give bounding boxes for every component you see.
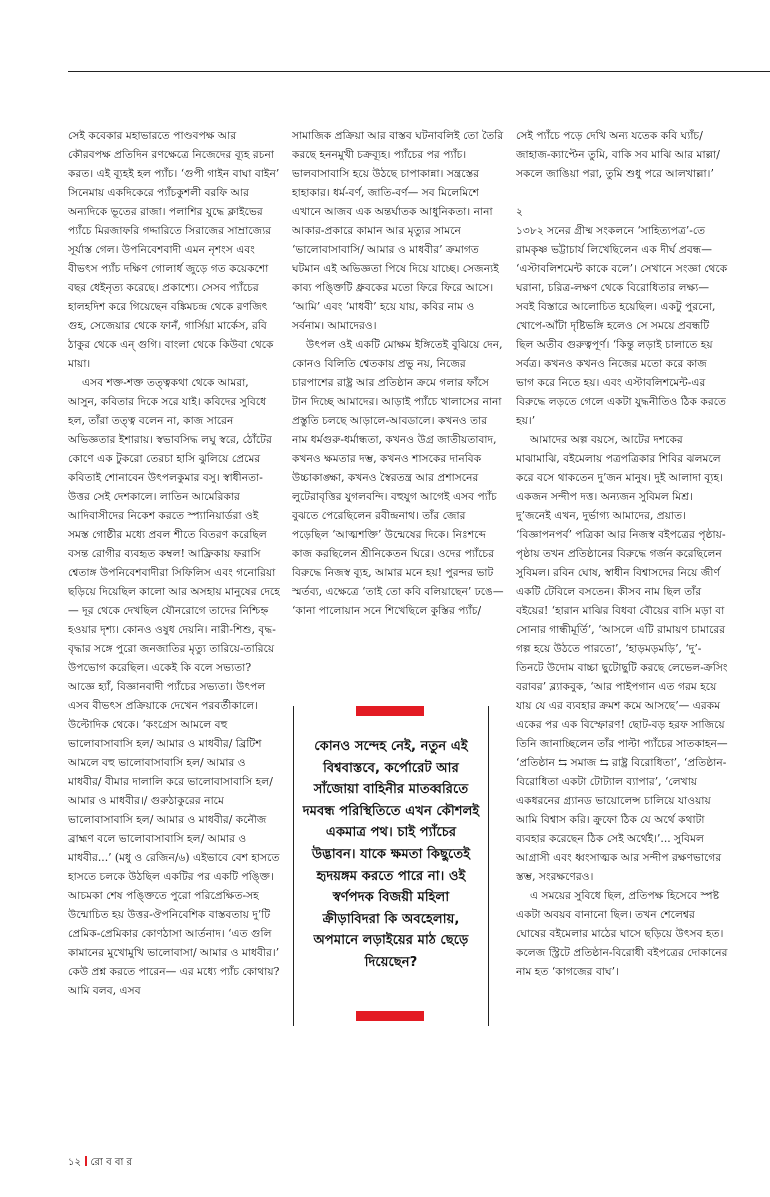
article-column-1 [68, 126, 280, 1126]
article-paragraph: সেই কবেকার মহাভারতে পাণ্ডবপক্ষ আর কৌরবপক্ষ প্রতিদিন রণক্ষেত্রে নিজেদের ব্যূহ রচনা করত। এই ব্যূহই হল প্যাঁচ। ‘গুপী গাইন বাঘা বাইন’ সিনেমায় একদিকেরে প্যাঁচকুশলী বরফি আর অন্যদিকে ভূতের রাজা। পলাশির যুদ্ধে ক্লাইভের প্যাঁচে মিরজাফরি গদ্দারিতে সিরাজের সাম্রাজ্যের সূর্যাস্ত গেল। উপনিবেশবাদী এমন নৃশংস এবং বীভৎস প্যাঁচ দক্ষিণ গোলার্ধ জুড়ে গত কয়েকশো বছর ধেইনৃত্য করেছে। প্রকাশ্যে। সেসব প্যাঁচের হালহদিশ করে গিয়েছেন বঙ্কিমচন্দ্র থেকে রণজিৎ গুহ, সেজেয়ার থেকে ফানঁ, গার্সিয়া মার্কেস, রবি ঠাকুর থেকে এন্ গুগি। বাংলা থেকে কিউবা থেকে মায়া। [68, 129, 280, 370]
article-paragraph: উৎপল ওই একটি মোক্ষম ইঙ্গিতেই বুঝিয়ে দেন, কোনও বিলিতি শ্বেতকায় প্রভু নয়, নিজের চারপাশের রাষ্ট্র আর প্রতিষ্ঠান ক্রমে গলার ফাঁসে টান দিচ্ছে আমাদের। আড়াই প্যাঁচে খালাসের নানা প্রস্তুতি চলছে আড়ালে-আবডালে। কখনও তার নাম ধর্মগুরু-ধর্মান্ধতা, কখনও উগ্র জাতীয়তাবাদ, কখনও ক্ষমতার দম্ভ, কখনও শাসকের দানবিক উচ্চাকাঙ্ক্ষা, কখনও স্বৈরতন্ত্র আর প্রশাসনের লুটেরাবৃত্তির যুগলবন্দি। বহুযুগ আগেই এসব প্যাঁচ বুঝতে পেরেছিলেন রবীন্দ্রনাথ। তাঁর জোর পড়েছিল ‘আত্মশক্তি’ উন্মেষের দিকে। নিঃশব্দে কাজ করছিলেন শ্রীনিকেতন ঘিরে। ওদের প্যাঁচের বিরুদ্ধে নিজস্ব ব্যূহ, আমার মনে হয়! পুরন্দর ভাট স্মর্তব্য, এক্ষেত্রে ‘তাই তো কবি বলিয়াছেন’ ঢঙে— ‘কানা পালোয়ান সনে শিখেছিলে কুস্তির প্যাঁচ/ [292, 338, 504, 617]
article-paragraph: আমাদের অল্প বয়সে, আটের দশকের মাঝামাঝি, বইমেলায় পত্রপত্রিকার শিবির ঝলমলে করে বসে থাকতেন দু’জন মানুষ। দুই আলাদা ব্যূহ। একজন সন্দীপ দত্ত। অন্যজন সুবিমল মিশ্র। দু’জনেই এখন, দুর্ভাগ্য আমাদের, প্রয়াত। ‘বিজ্ঞাপনপর্ব’ পত্রিকা আর নিজস্ব বইপত্রের পৃষ্ঠায়-পৃষ্ঠায় তখন প্রতিষ্ঠানের বিরুদ্ধে গর্জন করেছিলেন সুবিমল। রবিন ঘোষ, স্বাধীন বিশ্বাসদের নিয়ে জীর্ণ একটি টেবিলে বসতেন। কীসব নাম ছিল তাঁর বইয়ের! ‘হারান মাঝির বিধবা বৌয়ের বাসি মড়া বা সোনার গান্ধীমূর্তি’, ‘আসলে এটি রামায়ণ চামারের গল্প হয়ে উঠতে পারতো’, ‘হাড়মড়মড়ি’, ‘দু’-তিনটে উদোম বাচ্চা ছুটোছুটি করছে লেভেল-ক্রসিং বরাবর’ ব্ল্যাকবুক, ‘আর পাইপগান এত গরম হয়ে যায় যে এর ব্যবহার ক্রমশ কমে আসছে’— এরকম একের পর এক বিস্ফোরণ! ছোট-বড় হরফ সাজিয়ে তিনি জানাচ্ছিলেন তাঁর পাল্টা প্যাঁচের সাতকাহন— ‘প্রতিষ্ঠান ⇆ সমাজ ⇆ রাষ্ট্র বিরোধিতা’, ‘প্রতিষ্ঠান-বিরোধিতা একটা টোট্যাল ব্যাপার’, ‘লেখায় একধরনের গ্র্যানড ভায়োলেন্স চালিয়ে যাওয়ায় আমি বিশ্বাস করি। ক্রুফো ঠিক যে অর্থে কথাটা ব্যবহার করেছেন ঠিক সেই অর্থেই।’... সুবিমল আগ্রাসী এবং ধ্বংসাত্মক আর সন্দীপ রক্ষণভাগের স্তম্ভ, সংরক্ষণেরও। [516, 433, 728, 883]
magazine-name: রো ব বা র [90, 1157, 133, 1168]
pull-quote-bottom-bar [356, 1011, 424, 1021]
top-rule [68, 71, 770, 72]
paragraph-spacer [516, 183, 728, 202]
page-footer [68, 1155, 132, 1172]
pull-quote-text: কোনও সন্দেহ নেই, নতুন এই বিশ্ববাস্তবে, কর্পোরেট আর সাঁজোয়া বাহিনীর মাতব্বরিতে দমবন্ধ পরিস্থিতিতে এখন কৌশলই একমাত্র পথ। চাই প্যাঁচের উদ্ভাবন। যাকে ক্ষমতা কিছুতেই হৃদয়ঙ্গম করতে পারে না। ওই স্বর্ণপদক বিজয়ী মহিলা ক্রীড়াবিদরা কি অবহেলায়, অপমানে লড়াইয়ের মাঠ ছেড়ে দিয়েছেন? [302, 739, 480, 970]
article-paragraph: সেই প্যাঁচে পড়ে দেখি অন্য যতেক কবি ঘ্যাঁচ/ জাহাজ-ক্যাপ্টেন তুমি, বাকি সব মাঝি আর মাল্লা/ সকলে জাঙিয়া পরা, তুমি শুধু পরে আলখাল্লা।’ [516, 129, 720, 180]
pull-quote-top-bar [356, 706, 424, 716]
page-number: ১২ [68, 1157, 81, 1168]
article-column-2 [292, 126, 504, 696]
article-paragraph: এসব শক্ত-শক্ত তত্ত্বকথা থেকে আমরা, আসুন, কবিতার দিকে সরে যাই। কবিদের সুবিধে হল, তাঁরা তত্ত্ব বলেন না, কাজ সারেন অভিজ্ঞতার ইশারায়। স্বভাবসিদ্ধ লঘু স্বরে, ঠোঁটের কোণে এক টুকরো তেরচা হাসি ঝুলিয়ে প্রেমের কবিতাই শোনাবেন উৎপলকুমার বসু। স্বাধীনতা-উত্তর সেই দেশকালে। লাতিন আমেরিকার আদিবাসীদের নিকেশ করতে স্প্যানিয়ার্ডরা ওই সমস্ত গোষ্ঠীর মধ্যে প্রবল শীতে বিতরণ করেছিল বসন্ত রোগীর ব্যবহৃত কম্বল! আফ্রিকায় ফরাসি শ্বেতাঙ্গ উপনিবেশবাদীরা সিফিলিস এবং গনোরিয়া ছড়িয়ে দিয়েছিল কালো আর অসহায় মানুষের দেহে— দূর থেকে দেখছিল যৌনরোগে তাদের নিশ্চিহ্ন হওয়ার দৃশ্য। কোনও ওষুধ দেয়নি। নারী-শিশু, বৃদ্ধ-বৃদ্ধার সঙ্গে পুরো জনজাতির মৃত্যু তারিয়ে-তারিয়ে উপভোগ করেছিল। একেই কি বলে সভ্যতা? আজ্ঞে হ্যাঁ, বিজ্ঞানবাদী প্যাঁচের সভ্যতা। উৎপল এসব বীভৎস প্রক্রিয়াকে দেখেন পরবর্তীকালে। উল্টোদিক থেকে। ‘কংগ্রেস আমলে বহু ভালোবাসাবাসি হল/ আমার ও মাধবীর/ ব্রিটিশ আমলে বহু ভালোবাসাবাসি হল/ আমার ও মাধবীর/ বীমার দালালি করে ভালোবাসাবাসি হল/ আমার ও মাধবীর।/ গুরুঠাকুরের নামে ভালোবাসাবাসি হল/ আমার ও মাধবীর/ কনৌজ ব্রাহ্মণ বলে ভালোবাসাবাসি হল/ আমার ও মাধবীর...’ (মধু ও রেজিন/৬) এইভাবে বেশ হাসতে হাসতে চলকে উঠছিল একটির পর একটি পঙ্ক্তি। আচমকা শেষ পঙ্ক্তিতে পুরো পরিপ্রেক্ষিত-সহ উন্মোচিত হয় উত্তর-ঔপনিবেশিক বাস্তবতায় দু’টি প্রেমিক-প্রেমিকার কোণঠাসা আর্তনাদ। ‘এত গুলি কামানের মুখোমুখি ভালোবাসা/ আমার ও মাধবীর।’ কেউ প্রশ্ন করতে পারেন— এর মধ্যে প্যাঁচ কোথায়? আমি বলব, এসব [68, 376, 280, 997]
article-paragraph: সামাজিক প্রক্রিয়া আর বাস্তব ঘটনাবলিই তো তৈরি করছে হননমুখী চক্রব্যূহ। প্যাঁচের পর প্যাঁচ। ভালবাসাবাসি হয়ে উঠছে চাপাকান্না। সন্ত্রস্তের হাহাকার। ধর্ম-বর্ণ, জাতি-বর্ণ— সব মিলেমিশে এখানে আজব এক অন্তর্ঘাতক আধুনিকতা। নানা আকার-প্রকারে কামান আর মৃত্যুর সামনে ‘ভালোবাসাবাসি/ আমার ও মাধবীর’ ক্রমাগত ঘটমান এই অভিজ্ঞতা পিষে দিয়ে যাচ্ছে। সেজন্যই কাব্য পঙ্ক্তিটি ধ্রুবকের মতো ফিরে ফিরে আসে। ‘আমি’ এবং ‘মাধবী’ হয়ে যায়, কবির নাম ও সর্বনাম। আমাদেরও। [292, 129, 504, 332]
article-paragraph: এ সময়ের সুবিধে ছিল, প্রতিপক্ষ হিসেবে স্পষ্ট একটা অবয়ব বানানো ছিল। তখন শেলেশ্বর ঘোষের বইমেলার মাঠের ঘাসে ছড়িয়ে উৎসব হত। কলেজ স্ট্রিটে প্রতিষ্ঠান-বিরোধী বইপত্রের দোকানের নাম হত ‘কাগজের বাঘ’। [516, 889, 728, 978]
article-paragraph: ২ [516, 205, 523, 218]
article-paragraph: ১৩৮২ সনের গ্রীষ্ম সংকলনে ‘সাহিত্যপত্র’-তে রামকৃষ্ণ ভট্টাচার্য লিখেছিলেন এক দীর্ঘ প্রবন্ধ— ‘এস্টাবলিশমেন্ট কাকে বলে’। সেখানে সংজ্ঞা থেকে ঘরানা, চরিত্র-লক্ষণ থেকে বিরোধিতার লক্ষ্য— সবই বিস্তারে আলোচিত হয়েছিল। একটু পুরনো, খোপে-আঁটা দৃষ্টিভঙ্গি হলেও সে সময়ে প্রবন্ধটি ছিল অতীব গুরুত্বপূর্ণ। ‘কিন্তু লড়াই চালাতে হয় সর্বত্র। কখনও কখনও নিজের মতো করে কাজ ভাগ করে নিতে হয়। এবং এস্টাবলিশমেন্ট-এর বিরুদ্ধে লড়তে গেলে একটা যুদ্ধনীতিও ঠিক করতে হয়।’ [516, 224, 728, 427]
article-column-3 [516, 126, 728, 1126]
footer-separator [85, 1156, 87, 1166]
pull-quote-box [293, 706, 489, 1026]
